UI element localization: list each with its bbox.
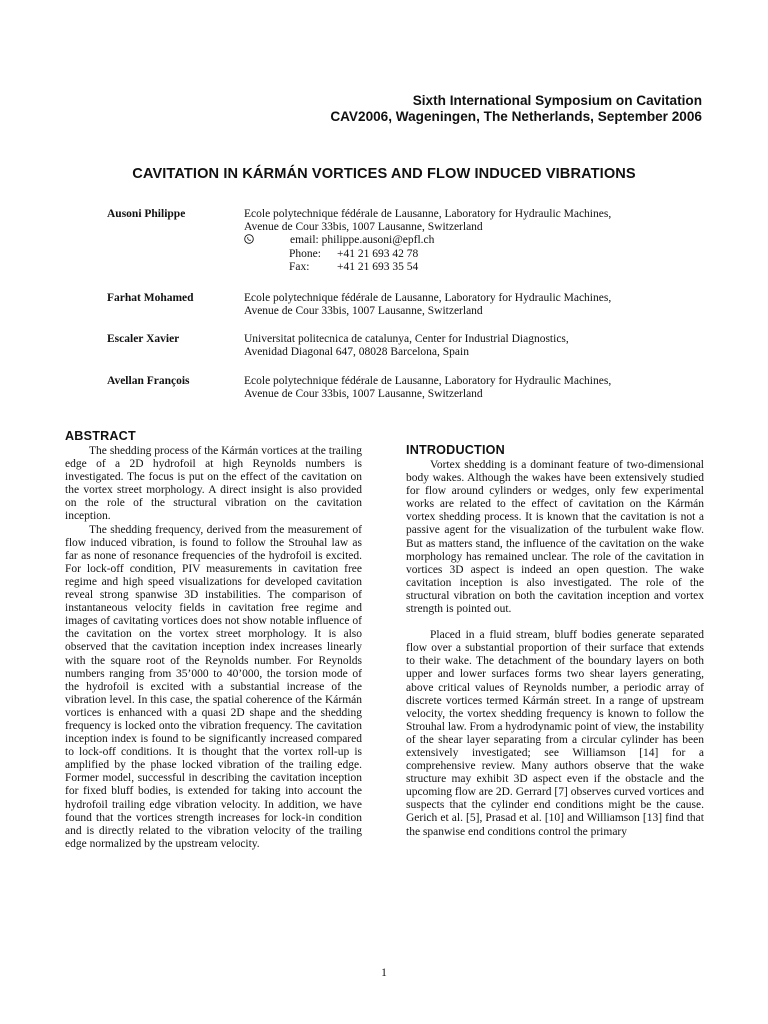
email-line xyxy=(244,234,714,247)
author-affiliation xyxy=(244,208,714,274)
abstract-paragraph: The shedding process of the Kármán vortices at the trailing edge of a 2D hydrofoil at high Reynolds numbers is investigated. The focus is put on the effect of the cavitation on the vortex street morphology. A direct insight is also provided on the role of the structural vibration on the cavitation inception. xyxy=(65,445,362,523)
fax-line xyxy=(244,261,714,274)
phone-icon xyxy=(244,234,290,247)
author-affiliation xyxy=(244,333,714,359)
affiliation-line: Ecole polytechnique fédérale de Lausanne, Laboratory for Hydraulic Machines, xyxy=(244,375,612,387)
abstract-heading: ABSTRACT xyxy=(65,429,136,443)
introduction-body xyxy=(406,459,704,839)
phone-number: +41 21 693 42 78 xyxy=(337,247,419,260)
affiliation-line: Avenidad Diagonal 647, 08028 Barcelona, Spain xyxy=(244,346,469,359)
author-name: Escaler Xavier xyxy=(107,333,180,345)
affiliation-line: Avenue de Cour 33bis, 1007 Lausanne, Switzerland xyxy=(244,388,483,401)
page-number: 1 xyxy=(381,967,387,979)
abstract-paragraph: The shedding frequency, derived from the measurement of flow induced vibration, is found to follow the Strouhal law as far as none of resonance frequencies of the hydrofoil is excited. For lock-off condition, PIV measurements in cavitation free regime and high speed visualizations for developed cavitation reveal strong spanwise 3D instabilities. The comparison of instantaneous velocity fields in cavitation free regime and images of cavitating vortices does not show notable influence of the cavitation on the vortex street morphology. It is also observed that the cavitation inception index increases linearly with the square root of the Reynolds number. For Reynolds numbers ranging from 35’000 to 40’000, the torsion mode of the hydrofoil is excited with a substantial increase of the vibration level. In this case, the spatial coherence of the Kármán vortices is enhanced with a quasi 2D shape and the shedding frequency is locked onto the vibration frequency. The cavitation inception index is found to be significantly increased compared to lock-off conditions. It is thought that the vortex roll-up is amplified by the phase locked vibration of the trailing edge. Former model, successful in describing the cavitation inception for fixed bluff bodies, is extended for taking into account the hydrofoil trailing edge vibration velocity. In addition, we have found that the vortices strength increases for lock-in condition and is directly related to the vibration velocity of the trailing edge normalized by the upstream velocity. xyxy=(65,523,362,850)
conference-name: Sixth International Symposium on Cavitation xyxy=(412,93,702,108)
affiliation-line: Ecole polytechnique fédérale de Lausanne, Laboratory for Hydraulic Machines, xyxy=(244,208,612,220)
fax-label: Fax: xyxy=(289,260,310,273)
introduction-paragraph: Vortex shedding is a dominant feature of two-dimensional body wakes. Although the wakes have been extensively studied for flow around cylinders or wedges, only few experimental works are related to the effect of cavitation on the Kármán vortex shedding process. It is known that the cavitation is not a passive agent for the visualization of the turbulent wake flow. But as matters stand, the influence of the cavitation on the wake morphology has remained unclear. The role of the cavitation in vortices 3D aspect is indeed an open question. The wake cavitation inception is also investigated. The role of the structural vibration on both the cavitation inception and vortex strength is pointed out. xyxy=(406,459,704,616)
email-label: email: xyxy=(290,234,319,247)
affiliation-line: Avenue de Cour 33bis, 1007 Lausanne, Switzerland xyxy=(244,221,483,234)
author-name: Farhat Mohamed xyxy=(107,292,194,304)
phone-label: Phone: xyxy=(289,247,321,260)
author-name: Avellan François xyxy=(107,375,190,387)
affiliation-line: Ecole polytechnique fédérale de Lausanne, Laboratory for Hydraulic Machines, xyxy=(244,292,612,304)
fax-number: +41 21 693 35 54 xyxy=(337,260,419,273)
email-address[interactable]: philippe.ausoni@epfl.ch xyxy=(321,234,435,247)
author-name: Ausoni Philippe xyxy=(107,208,186,220)
phone-line xyxy=(244,248,714,261)
abstract-body xyxy=(65,445,362,851)
conference-venue: CAV2006, Wageningen, The Netherlands, September 2006 xyxy=(330,109,702,124)
conference-header xyxy=(330,93,702,125)
introduction-heading: INTRODUCTION xyxy=(406,443,505,457)
paper-title: CAVITATION IN KÁRMÁN VORTICES AND FLOW INDUCED VIBRATIONS xyxy=(132,166,636,182)
introduction-paragraph: Placed in a fluid stream, bluff bodies generate separated flow over a substantial proportion of their surface that extends to their wake. The detachment of the boundary layers on both upper and lower surfaces forms two shear layers generating, above critical values of Reynolds number, a periodic array of discrete vortices termed Kármán street. In a range of upstream velocity, the vortex shedding frequency is known to follow the Strouhal law. From a hydrodynamic point of view, the instability of the shear layer separating from a circular cylinder has been extensively investigated; see Williamson [14] for a comprehensive review. Many authors observe that the wake structure may exhibit 3D aspect even if the obstacle and the upcoming flow are 2D. Gerrard [7] observes curved vortices and suspects that the cylinder end conditions might be the cause. Gerich et al. [5], Prasad et al. [10] and Williamson [13] find that the spanwise end conditions control the primary xyxy=(406,629,704,838)
affiliation-line: Avenue de Cour 33bis, 1007 Lausanne, Switzerland xyxy=(244,305,483,318)
affiliation-line: Universitat politecnica de catalunya, Center for Industrial Diagnostics, xyxy=(244,333,569,345)
author-affiliation xyxy=(244,375,714,401)
author-affiliation xyxy=(244,292,714,318)
